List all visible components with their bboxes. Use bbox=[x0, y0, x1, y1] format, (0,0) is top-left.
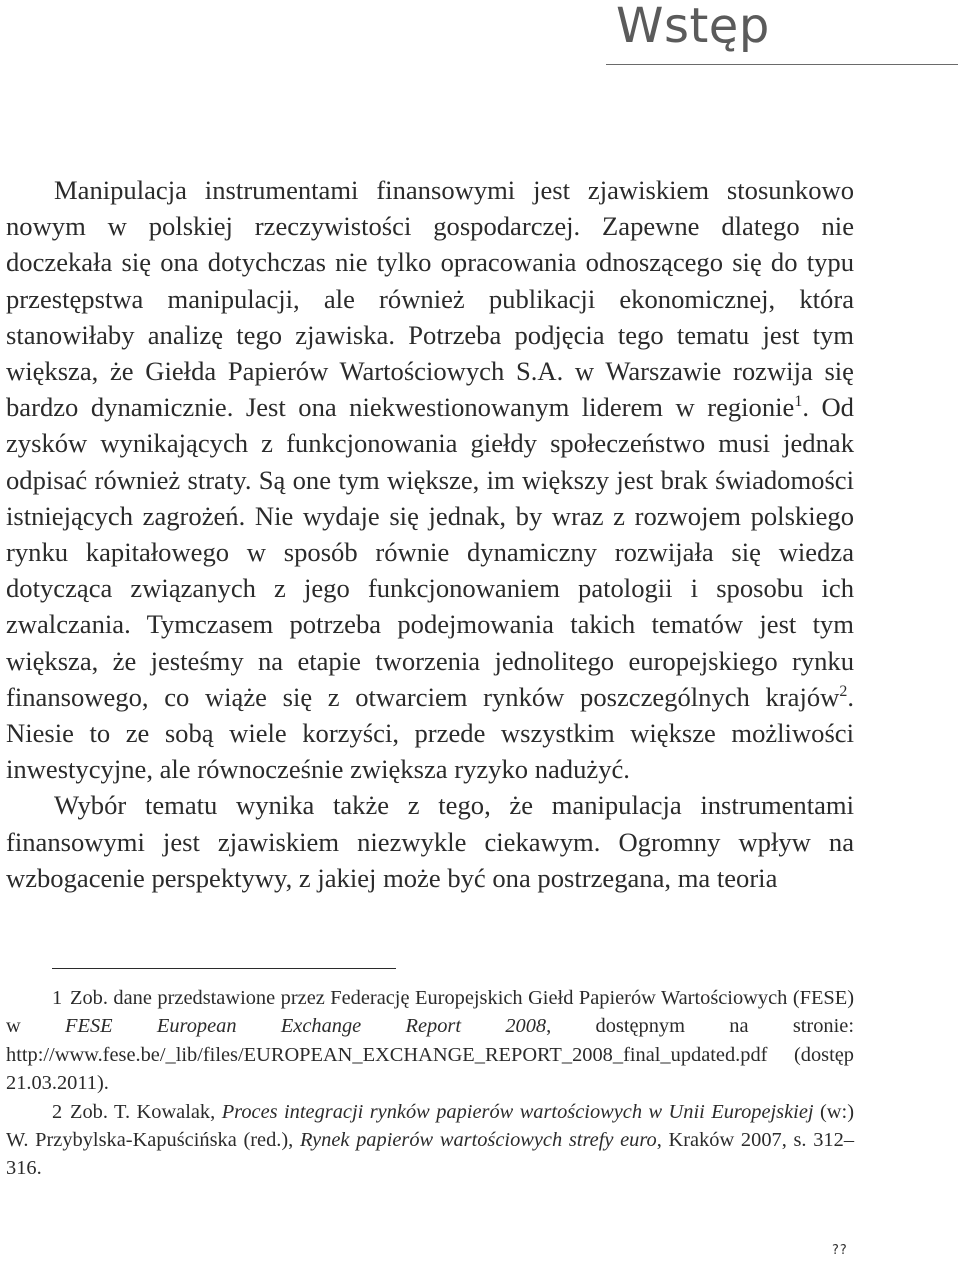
paragraph-2: Wybór tematu wynika także z tego, że manipulacja instrumentami finansowymi jest zjawiskiem niezwykle ciekawym. Ogromny wpływ na wzbogacenie perspektywy, z jakiej może być ona postrzegana, ma teoria bbox=[6, 790, 854, 893]
footnote-2-mark: 2 bbox=[52, 1100, 63, 1123]
footnote-ref-1[interactable]: 1 bbox=[794, 393, 803, 411]
title-rule bbox=[606, 64, 958, 65]
footnote-2-italic-a: Proces integracji rynków papierów wartościowych w Unii Europejskiej bbox=[221, 1100, 814, 1123]
body-text bbox=[6, 172, 854, 896]
chapter-title: Wstęp bbox=[616, 0, 770, 54]
paragraph-1-text-c: . Niesie to ze sobą wiele korzyści, przede wszystkim większe możliwości inwestycyjne, ale równocześnie zwiększa ryzyko nadużyć. bbox=[6, 681, 854, 785]
paragraph-1 bbox=[6, 172, 854, 787]
footnote-ref-2[interactable]: 2 bbox=[839, 682, 848, 700]
footnote-1-mark: 1 bbox=[52, 987, 63, 1009]
paragraph-1-text-a: Manipulacja instrumentami finansowymi jest zjawiskiem stosunkowo nowym w polskiej rzeczywistości gospodarczej. Zapewne dlatego nie doczekała się ona dotychczas nie tylko opracowania odnoszącego się do typu przestępstwa manipulacji, ale również publikacji ekonomicznej, która stanowiłaby analizę tego zjawiska. Potrzeba podjęcia tego tematu jest tym większa, że Giełda Papierów Wartościowych S.A. w Warszawie rozwija się bardzo dynamicznie. Jest ona niekwestionowanym liderem w regionie bbox=[6, 175, 854, 423]
footnote-2-text-a: Zob. T. Kowalak, bbox=[70, 1100, 222, 1123]
footnote-1 bbox=[6, 984, 854, 1098]
footnote-2-italic-b: Rynek papierów wartościowych strefy euro bbox=[299, 1129, 657, 1152]
page-number: ?? bbox=[832, 1243, 848, 1258]
footnote-1-text-a: Zob. dane przedstawione przez Federację Europejskich Giełd Papierów Wartościowych (FESE) w bbox=[6, 987, 854, 1038]
footnote-rule bbox=[52, 968, 396, 969]
footnote-2-text-b: (w:) W. Przybylska-Kapuścińska (red.), bbox=[6, 1100, 854, 1152]
footnote-1-italic: FESE European Exchange Report 2008 bbox=[65, 1015, 547, 1038]
footnotes bbox=[6, 984, 854, 1183]
footnote-2 bbox=[6, 1098, 854, 1183]
footnote-2-text-c: , Kraków 2007, s. 312–316. bbox=[6, 1129, 855, 1180]
footnote-1-text-b: , dostępnym na stronie: http://www.fese.be/_lib/files/EUROPEAN_EXCHANGE_REPORT_2008_final_updated.pdf (dostęp 21.03.2011). bbox=[6, 1015, 854, 1095]
paragraph-1-text-b: . Od zysków wynikających z funkcjonowania giełdy społeczeństwo musi jednak odpisać również straty. Są one tym większe, im większy jest brak świadomości istniejących zagrożeń. Nie wydaje się jednak, by wraz z rozwojem polskiego rynku kapitałowego w sposób równie dynamiczny rozwijała się wiedza dotycząca związanych z jego funkcjonowaniem patologii i sposobu ich zwalczania. Tymczasem potrzeba podejmowania takich tematów jest tym większa, że jesteśmy na etapie tworzenia jednolitego europejskiego rynku finansowego, co wiąże się z otwarciem rynków poszczególnych krajów bbox=[6, 392, 854, 712]
